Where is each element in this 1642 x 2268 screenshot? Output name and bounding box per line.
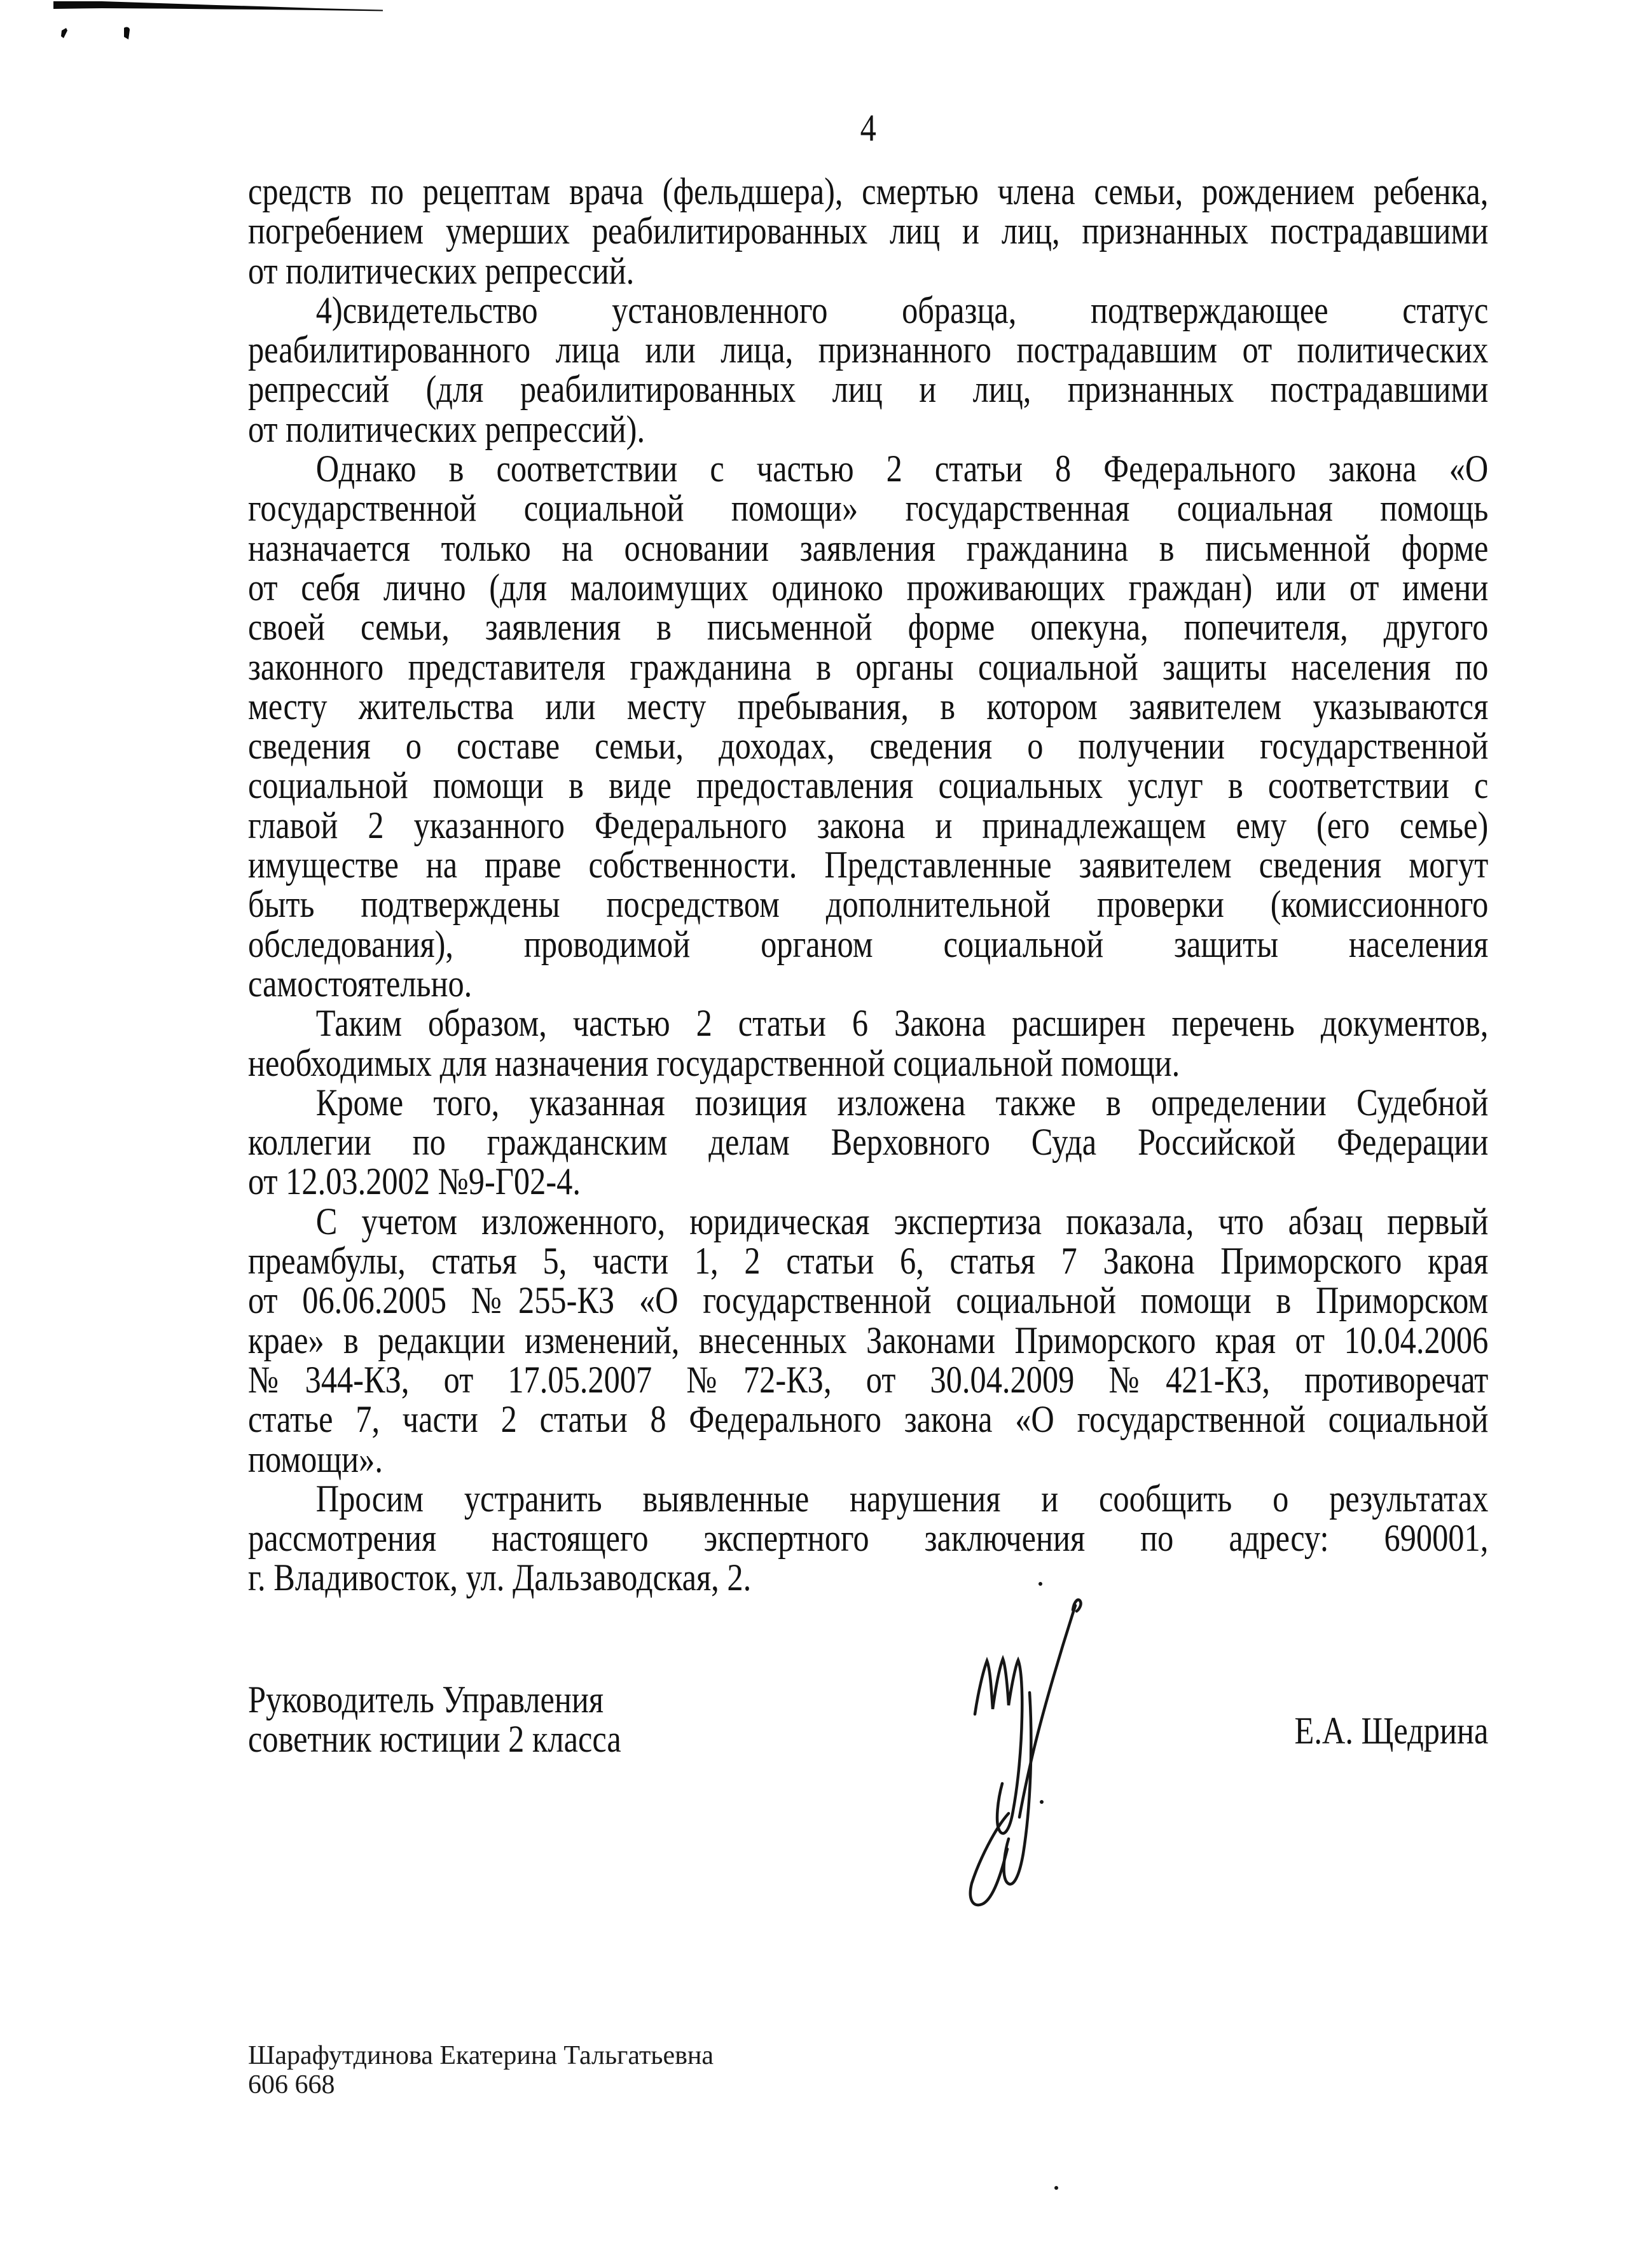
text-line: Просим устранить выявленные нарушения и сообщить о результатах [315,1477,1489,1520]
text-line: быть подтверждены посредством дополнительной проверки (комиссионного [248,883,1489,926]
executor-name: Шарафутдинова Екатерина Тальгатьевна [248,2041,714,2070]
text-line: помощи». [248,1438,383,1480]
text-line: коллегии по гражданским делам Верховного Суда Российской Федерации [248,1121,1489,1164]
executor-footer [248,2041,714,2100]
text-line: главой 2 указанного Федерального закона и принадлежащем ему (его семье) [248,804,1489,846]
signatory-name-block [248,1711,1642,1750]
text-line: государственной социальной помощи» государственная социальная помощь [248,487,1489,530]
text-line: социальной помощи в виде предоставления социальных услуг в соответствии с [248,764,1489,807]
text-line: Однако в соответствии с частью 2 статьи 8 Федерального закона «О [315,448,1489,490]
ink-speck-artifact [1054,2186,1058,2190]
text-line: от 12.03.2002 №9-Г02-4. [248,1160,581,1203]
signatory-name: Е.А. Щедрина [1294,1710,1489,1752]
paragraph [248,291,1642,449]
text-line: С учетом изложенного, юридическая экспертиза показала, что абзац первый [315,1200,1489,1242]
text-line: Таким образом, частью 2 статьи 6 Закона расширен перечень документов, [315,1002,1489,1045]
text-line: реабилитированного лица или лица, признанного пострадавшим от политических [248,329,1489,371]
text-line: №344-КЗ, от 17.05.2007 №72-КЗ, от 30.04.2009 №421-КЗ, противоречат [248,1358,1489,1401]
text-line: репрессий (для реабилитированных лиц и лиц, признанных пострадавшими [248,368,1489,411]
text-line: необходимых для назначения государственной социальной помощи. [248,1041,1180,1084]
text-line: от политических репрессий. [248,249,635,292]
text-line: месту жительства или месту пребывания, в котором заявителем указываются [248,685,1489,727]
signatory-position-line: Руководитель Управления [248,1679,604,1721]
text-line: Кроме того, указанная позиция изложена также в определении Судебной [315,1081,1489,1124]
text-line: 4)свидетельство установленного образца, подтверждающее статус [315,289,1489,331]
text-line: средств по рецептам врача (фельдшера), смертью члена семьи, рождением ребенка, [248,170,1489,212]
paragraph [248,172,1642,291]
text-line: имуществе на праве собственности. Представленные заявителем сведения могут [248,844,1489,886]
text-line: от 06.06.2005 №255-КЗ «О государственной социальной помощи в Приморском [248,1279,1489,1322]
text-line: самостоятельно. [248,962,473,1005]
signatory-position-line: советник юстиции 2 класса [248,1718,621,1761]
page-number: 4 [860,107,876,149]
text-line: преамбулы, статья 5, части 1, 2 статьи 6, статья 7 Закона Приморского края [248,1240,1489,1282]
executor-phone: 606 668 [248,2070,335,2100]
scan-streak-artifact [0,0,445,57]
text-line: сведения о составе семьи, доходах, сведения о получении государственной [248,725,1489,767]
paragraph [248,1003,1642,1083]
text-line: г. Владивосток, ул. Дальзаводская, 2. [248,1557,752,1599]
text-line: назначается только на основании заявления гражданина в письменной форме [248,526,1489,569]
text-line: крае» в редакции изменений, внесенных Законами Приморского края от 10.04.2006 [248,1319,1489,1361]
text-line: своей семьи, заявления в письменной форме опекуна, попечителя, другого [248,606,1489,649]
text-line: рассмотрения настоящего экспертного заключения по адресу: 690001, [248,1517,1489,1560]
paragraph [248,1202,1642,1479]
text-line: от политических репрессий). [248,408,645,450]
text-line: погребением умерших реабилитированных лиц и лиц, признанных пострадавшими [248,210,1489,252]
text-line: законного представителя гражданина в органы социальной защиты населения по [248,645,1489,688]
text-line: обследования), проводимой органом социальной защиты населения [248,923,1489,965]
text-line: статье 7, части 2 статьи 8 Федерального закона «О государственной социальной [248,1398,1489,1441]
paragraph [248,449,1642,1003]
paragraph [248,1083,1642,1202]
document-body [248,172,1642,1598]
text-line: от себя лично (для малоимущих одиноко проживающих граждан) или от имени [248,566,1489,608]
